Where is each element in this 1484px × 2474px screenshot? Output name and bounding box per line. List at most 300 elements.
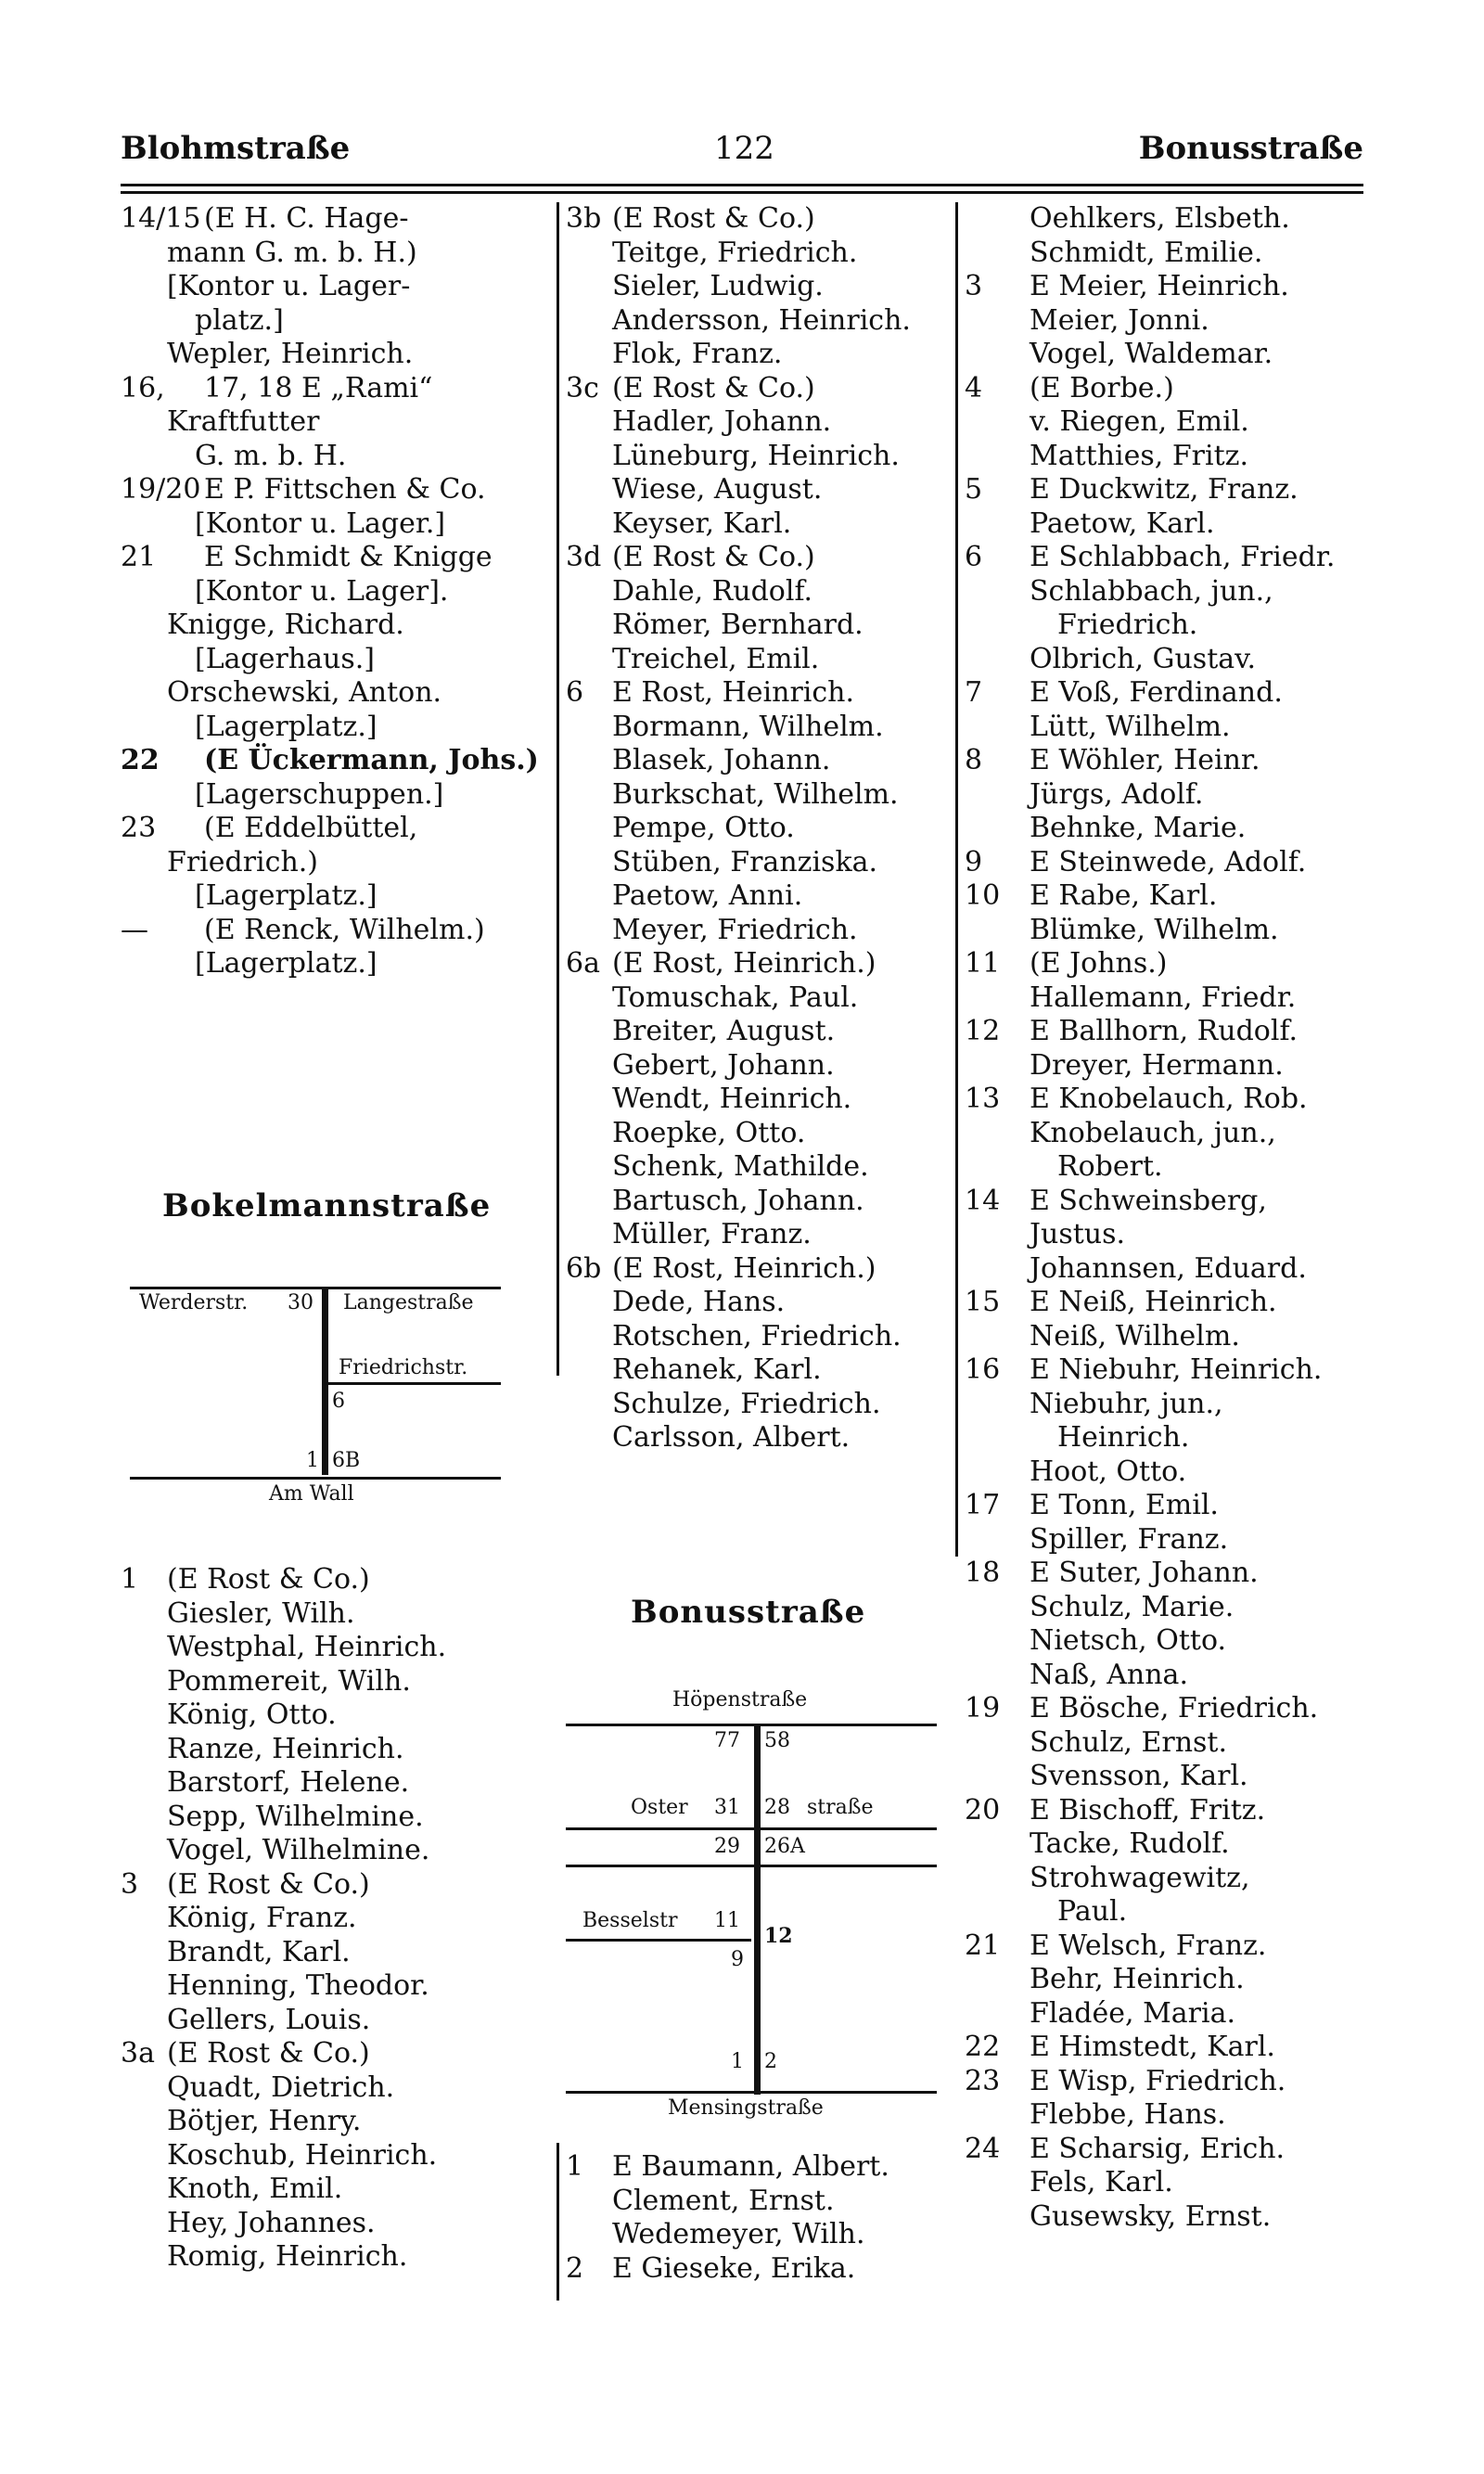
resident-name: Blasek, Johann. [612,744,831,776]
resident-name: Wiese, August. [612,473,823,506]
diagram-line-bottom [130,1477,501,1480]
resident-name: Stüben, Franziska. [612,845,878,878]
entry-row [121,676,547,711]
resident-name: Knigge, Richard. [167,609,404,641]
entry-row [566,507,955,542]
entry-row [965,270,1373,304]
entry-row [566,1286,955,1320]
house-number: 10 [965,879,1001,912]
house-number: 20 [965,1793,1001,1827]
entry-row [965,676,1373,711]
entry-row [965,2166,1373,2200]
entry-row [965,1726,1373,1761]
house-number: 6b [566,1251,602,1285]
entry-row [965,609,1373,643]
label-num-12: 12 [764,1924,793,1948]
resident-name: Pempe, Otto. [612,812,795,844]
resident-name: E Voß, Ferdinand. [1030,676,1283,709]
resident-name: Hoot, Otto. [1030,1455,1187,1488]
entry-row [121,1801,547,1835]
street-diagram-bonusstrasse [566,1688,955,2124]
resident-name: G. m. b. H. [195,439,347,472]
entry-row [566,338,955,372]
entry-row [566,711,955,745]
resident-name: Müller, Franz. [612,1218,812,1250]
resident-name: Paul. [1057,1895,1128,1928]
diagram-street-bonus [754,1725,761,2095]
resident-name: Knobelauch, jun., [1030,1116,1276,1149]
entry-row [965,1185,1373,1219]
resident-name: Rotschen, Friedrich. [612,1319,902,1352]
resident-name: Schulz, Ernst. [1030,1725,1228,1759]
resident-name: E P. Fittschen & Co. [204,473,486,506]
resident-name: E Rabe, Karl. [1030,879,1218,912]
page-number: 122 [714,130,774,167]
label-num-2-bonus: 2 [764,2050,777,2073]
resident-name: Bormann, Wilhelm. [612,710,884,743]
label-num-31: 31 [714,1796,740,1819]
resident-name: Robert. [1057,1150,1163,1183]
resident-name: Svensson, Karl. [1030,1760,1248,1792]
resident-name: Burkschat, Wilhelm. [612,777,899,811]
label-num-30: 30 [288,1291,313,1314]
resident-name: (E Rost & Co.) [167,1563,370,1596]
column-3-bonusstrasse-cont [965,202,1373,2234]
house-number: 14/15 [121,202,201,235]
entry-row [121,778,547,813]
entry-row [965,1827,1373,1862]
house-number: 3 [965,270,983,302]
resident-name: Brandt, Karl. [167,1935,351,1968]
entry-row [121,1698,547,1733]
resident-name: Gusewsky, Ernst. [1030,2199,1272,2233]
entry-row [121,1631,547,1665]
page-header [121,130,1363,176]
resident-name: Olbrich, Gustav. [1030,642,1257,675]
resident-name: Quadt, Dietrich. [167,2070,395,2104]
resident-name: Keyser, Karl. [612,506,792,540]
resident-name: Wedemeyer, Wilh. [612,2218,865,2250]
house-number: 15 [965,1286,1001,1318]
house-number: 6 [566,676,584,709]
entry-row [965,202,1373,237]
label-num-1-bonus: 1 [731,2050,744,2073]
entry-row [566,676,955,711]
resident-name: Jürgs, Adolf. [1030,777,1204,811]
label-num-11: 11 [714,1909,740,1932]
house-number: 1 [566,2150,584,2183]
resident-name: Romig, Heinrich. [167,2240,408,2273]
diagram-line-osterstrasse [566,1827,937,1830]
street-diagram-bokelmannstrasse [130,1280,556,1521]
label-num-6: 6 [332,1390,345,1413]
label-num-6b: 6B [332,1449,361,1472]
section-heading-bokelmannstrasse: Bokelmannstraße [162,1187,492,1224]
resident-name: Bartusch, Johann. [612,1184,864,1217]
entry-row [121,1597,547,1632]
label-num-1: 1 [306,1449,319,1472]
entry-row [965,304,1373,339]
entry-row [965,778,1373,813]
entry-row [121,270,547,304]
entry-row [121,473,547,507]
entry-row [566,473,955,507]
entry-row [965,812,1373,846]
resident-name: [Lagerplatz.] [195,947,377,980]
resident-name: Niebuhr, jun., [1030,1387,1223,1420]
resident-name: Matthies, Fritz. [1030,439,1249,472]
entry-row [121,744,547,778]
entry-row [965,1015,1373,1049]
entry-row [566,1388,955,1422]
house-number: 17 [965,1489,1001,1521]
header-right-street: Bonusstraße [1138,130,1363,167]
entry-row [965,1557,1373,1591]
house-number: 3d [566,541,602,573]
resident-name: Neiß, Wilhelm. [1030,1319,1240,1352]
label-num-28: 28 [764,1796,790,1819]
house-number: 18 [965,1557,1001,1589]
label-werderstr: Werderstr. [139,1291,249,1314]
resident-name: Breiter, August. [612,1015,836,1047]
entry-row [965,1862,1373,1896]
resident-name: Spiller, Franz. [1030,1522,1229,1556]
entry-row [566,270,955,304]
resident-name: mann G. m. b. H.) [167,236,417,269]
entry-row [566,1252,955,1287]
resident-name: Dede, Hans. [612,1286,786,1318]
entry-row [965,338,1373,372]
resident-name: E Schlabbach, Friedr. [1030,541,1336,573]
resident-name: Sieler, Ludwig. [612,270,824,302]
resident-name: (E Rost & Co.) [167,1867,370,1901]
entry-row [121,405,547,440]
resident-name: Pommereit, Wilh. [167,1664,411,1698]
resident-name: Knoth, Emil. [167,2173,343,2205]
resident-name: Schulz, Marie. [1030,1590,1235,1623]
diagram-line-besselstr [566,1939,751,1942]
entry-row [566,846,955,880]
entry-row [566,575,955,609]
entry-row [965,507,1373,542]
entry-row [566,2185,955,2219]
entry-row [566,202,955,237]
entry-row [121,202,547,237]
resident-name: E Steinwede, Adolf. [1030,845,1307,878]
entry-row [121,2105,547,2139]
entry-row [965,1049,1373,1083]
entry-row [566,1185,955,1219]
resident-name: E Knobelauch, Rob. [1030,1083,1308,1115]
resident-name: platz.] [195,303,284,337]
entry-row [566,812,955,846]
house-number: — [121,913,148,946]
column-1-bokelmannstrasse-entries [121,1563,547,2275]
resident-name: Flok, Franz. [612,338,783,370]
entry-row [965,1489,1373,1523]
resident-name: (E Rost & Co.) [612,202,815,235]
entry-row [566,237,955,271]
entry-row [566,304,955,339]
entry-row [965,643,1373,677]
entry-row [965,1218,1373,1252]
resident-name: Wepler, Heinrich. [167,338,414,370]
resident-name: E Baumann, Albert. [612,2150,889,2183]
entry-row [566,2218,955,2252]
entry-row [566,541,955,575]
house-number: 23 [965,2064,1001,2097]
resident-name: (E H. C. Hage- [204,202,409,235]
entry-row [965,405,1373,440]
entry-row [965,947,1373,981]
resident-name: (E Rost & Co.) [167,2037,370,2070]
entry-row [121,372,547,406]
resident-name: E Meier, Heinrich. [1030,270,1289,302]
resident-name: Behnke, Marie. [1030,812,1247,844]
house-number: 21 [965,1929,1001,1962]
entry-row [965,2065,1373,2099]
entry-row [965,1692,1373,1726]
entry-row [965,711,1373,745]
label-mensingstrasse: Mensingstraße [668,2096,824,2120]
entry-row [121,1936,547,1970]
house-number: 3 [121,1867,139,1901]
house-number: 23 [121,812,157,844]
entry-row [965,237,1373,271]
resident-name: Lüneburg, Heinrich. [612,439,900,472]
resident-name: Behr, Heinrich. [1030,1963,1245,1995]
resident-name: (E Renck, Wilhelm.) [204,913,485,946]
column-1-blohmstrasse [121,202,547,981]
house-number: 1 [121,1563,139,1596]
entry-row [965,1794,1373,1828]
resident-name: [Lagerplatz.] [195,710,377,743]
diagram-line-top [130,1287,501,1289]
entry-row [965,541,1373,575]
entry-row [965,575,1373,609]
diagram-line-friedrichstr [328,1382,501,1385]
header-left-street: Blohmstraße [121,130,351,167]
resident-name: E Welsch, Franz. [1030,1929,1267,1962]
column-2-bonusstrasse-entries [566,2150,955,2286]
header-rule-top [121,184,1363,186]
entry-row [566,2150,955,2185]
entry-row [965,1591,1373,1625]
entry-row [566,1117,955,1151]
resident-name: [Kontor u. Lager- [167,270,411,302]
entry-row [121,440,547,474]
entry-row [121,541,547,575]
resident-name: König, Franz. [167,1902,357,1934]
resident-name: E Schmidt & Knigge [204,541,493,573]
label-langestrasse: Langestraße [343,1291,474,1314]
resident-name: Vogel, Waldemar. [1030,338,1273,370]
column-separator-1b [556,2143,559,2301]
entry-row [121,1733,547,1767]
entry-row [566,947,955,981]
resident-name: Orschewski, Anton. [167,676,442,709]
entry-row [121,879,547,914]
entry-row [965,1659,1373,1693]
resident-name: Henning, Theodor. [167,1969,429,2002]
entry-row [566,609,955,643]
resident-name: Treichel, Emil. [612,642,820,675]
entry-row [121,2173,547,2207]
house-number: 24 [965,2132,1001,2165]
diagram-line-hoepen [566,1724,937,1726]
entry-row [965,981,1373,1016]
entry-row [121,2240,547,2275]
resident-name: E Rost, Heinrich. [612,676,855,709]
entry-row [965,879,1373,914]
column-separator-2 [955,202,958,1557]
column-2-bokelmannstrasse-cont [566,202,955,1455]
entry-row [121,1766,547,1801]
resident-name: E Niebuhr, Heinrich. [1030,1353,1323,1386]
resident-name: Friedrich. [1057,609,1198,641]
label-num-58: 58 [764,1729,790,1752]
entry-row [121,609,547,643]
resident-name: Schulze, Friedrich. [612,1387,881,1420]
resident-name: [Lagerhaus.] [195,642,375,675]
resident-name: Lütt, Wilhelm. [1030,710,1231,743]
entry-row [566,1421,955,1455]
entry-row [965,2200,1373,2235]
entry-row [121,914,547,948]
house-number: 21 [121,541,157,573]
header-rule-bottom [121,191,1363,194]
resident-name: (E Borbe.) [1030,371,1174,404]
resident-name: E Schweinsberg, [1030,1184,1267,1217]
entry-row [965,1388,1373,1422]
resident-name: (E Rost & Co.) [612,371,815,404]
entry-row [965,2133,1373,2167]
entry-row [566,372,955,406]
column-separator-1 [556,202,559,1376]
resident-name: Dreyer, Hermann. [1030,1048,1284,1082]
entry-row [566,440,955,474]
house-number: 19/20 [121,473,201,506]
label-besselstr: Besselstr [582,1909,678,1932]
resident-name: Tacke, Rudolf. [1030,1827,1230,1860]
entry-row [121,2037,547,2071]
resident-name: Wendt, Heinrich. [612,1083,852,1115]
entry-row [121,338,547,372]
resident-name: Westphal, Heinrich. [167,1631,447,1663]
resident-name: Carlsson, Albert. [612,1421,851,1454]
house-number: 16, [121,371,165,404]
resident-name: Flebbe, Hans. [1030,2098,1226,2131]
entry-row [965,1150,1373,1185]
label-hoepenstrasse: Höpenstraße [672,1688,808,1711]
entry-row [121,575,547,609]
label-num-29: 29 [714,1835,740,1858]
entry-row [965,1523,1373,1557]
entry-row [566,1049,955,1083]
label-oster: Oster [631,1796,688,1819]
resident-name: Roepke, Otto. [612,1116,806,1149]
house-number: 11 [965,947,1001,980]
resident-name: Koschub, Heinrich. [167,2138,438,2172]
entry-row [121,304,547,339]
entry-row [965,1421,1373,1455]
entry-row [121,2004,547,2038]
resident-name: (E Rost & Co.) [612,541,815,573]
entry-row [965,1895,1373,1929]
resident-name: Tomuschak, Paul. [612,981,859,1014]
house-number: 3a [121,2037,155,2070]
resident-name: Rehanek, Karl. [612,1353,822,1386]
resident-name: E Gieseke, Erika. [612,2251,856,2285]
entry-row [965,372,1373,406]
label-num-26a: 26A [764,1835,805,1858]
entry-row [566,643,955,677]
resident-name: Fladée, Maria. [1030,1996,1236,2030]
resident-name: (E Eddelbüttel, [204,812,418,844]
entry-row [965,2098,1373,2133]
entry-row [566,1320,955,1354]
entry-row [121,1902,547,1936]
resident-name: Clement, Ernst. [612,2184,835,2217]
resident-name: v. Riegen, Emil. [1030,405,1249,438]
house-number: 6 [965,541,983,573]
house-number: 9 [965,845,983,878]
resident-name: Meier, Jonni. [1030,303,1209,337]
house-number: 12 [965,1015,1001,1047]
label-num-9: 9 [731,1948,744,1971]
resident-name: E Wöhler, Heinr. [1030,744,1260,776]
house-number: 3b [566,202,602,235]
resident-name: Barstorf, Helene. [167,1766,410,1799]
entry-row [965,1083,1373,1117]
entry-row [566,778,955,813]
entry-row [566,744,955,778]
resident-name: Paetow, Anni. [612,879,803,912]
house-number: 8 [965,744,983,776]
resident-name: Heinrich. [1057,1421,1190,1454]
diagram-street-bokelmann [322,1289,328,1475]
resident-name: (E Rost, Heinrich.) [612,947,876,980]
house-number: 2 [566,2251,584,2285]
entry-row [965,473,1373,507]
label-friedrichstr: Friedrichstr. [339,1356,468,1379]
diagram-line-osterstrasse-2 [566,1865,937,1867]
label-num-77: 77 [714,1729,740,1752]
house-number: 14 [965,1184,1001,1217]
house-number: 6a [566,947,600,980]
resident-name: Johannsen, Eduard. [1030,1251,1307,1285]
house-number: 4 [965,371,983,404]
house-number: 22 [121,744,160,776]
label-am-wall: Am Wall [269,1482,354,1506]
entry-row [566,1150,955,1185]
resident-name: Andersson, Heinrich. [612,303,911,337]
resident-name: Schenk, Mathilde. [612,1150,869,1183]
resident-name: E Himstedt, Karl. [1030,2031,1275,2063]
entry-row [121,1563,547,1597]
resident-name: E Suter, Johann. [1030,1557,1259,1589]
entry-row [121,2071,547,2106]
entry-row [965,1760,1373,1794]
diagram-line-mensing [566,2091,937,2094]
entry-row [121,812,547,846]
entry-row [566,981,955,1016]
resident-name: E Tonn, Emil. [1030,1489,1219,1521]
entry-row [121,947,547,981]
entry-row [121,1868,547,1903]
house-number: 13 [965,1083,1001,1115]
entry-row [965,1353,1373,1388]
